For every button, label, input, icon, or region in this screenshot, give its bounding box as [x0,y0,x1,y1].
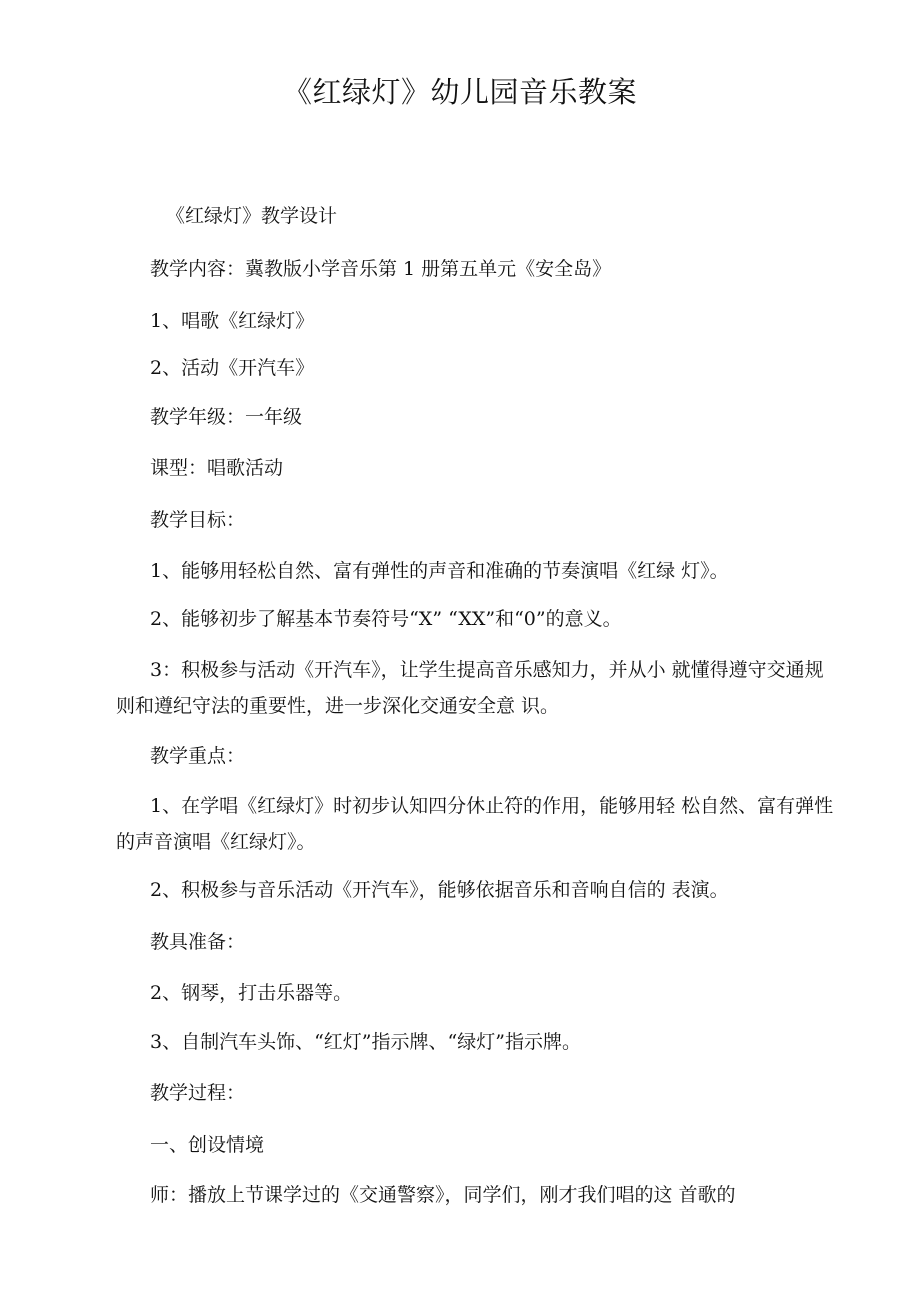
section-subtitle: 《红绿灯》教学设计 [166,205,338,227]
materials-heading: 教具准备： [150,931,246,953]
key-point-1: 1、在学唱《红绿灯》时初步认知四分休止符的作用，能够用轻 松自然、富有弹性的声音演唱《红绿灯》。 [116,795,834,853]
objective-3: 3：积极参与活动《开汽车》，让学生提高音乐感知力，并从小 就懂得遵守交通规则和遵纪守法的重要性，进一步深化交通安全意 识。 [116,659,824,717]
key-point-2: 2、积极参与音乐活动《开汽车》，能够依据音乐和音响自信的 表演。 [150,879,729,901]
process-step-1: 一、创设情境 [150,1134,265,1156]
teacher-line: 师：播放上节课学过的《交通警察》，同学们，刚才我们唱的这 首歌的 [150,1184,736,1206]
objectives-heading: 教学目标： [150,509,246,531]
teaching-grade: 教学年级：一年级 [150,406,303,428]
key-points-heading: 教学重点： [150,745,246,767]
content-item-2: 2、活动《开汽车》 [150,357,315,379]
content-item-1: 1、唱歌《红绿灯》 [150,310,315,332]
document-title: 《红绿灯》幼儿园音乐教案 [282,75,637,109]
teaching-content: 教学内容：冀教版小学音乐第 1 册第五单元《安全岛》 [150,258,612,280]
process-heading: 教学过程： [150,1082,246,1104]
material-3: 3、自制汽车头饰、“红灯”指示牌、“绿灯”指示牌。 [150,1031,581,1053]
material-2: 2、钢琴，打击乐器等。 [150,982,353,1004]
lesson-type: 课型：唱歌活动 [150,457,284,479]
objective-2: 2、能够初步了解基本节奏符号“X” “XX”和“0”的意义。 [150,608,622,630]
objective-1: 1、能够用轻松自然、富有弹性的声音和准确的节奏演唱《红绿 灯》。 [150,560,729,582]
